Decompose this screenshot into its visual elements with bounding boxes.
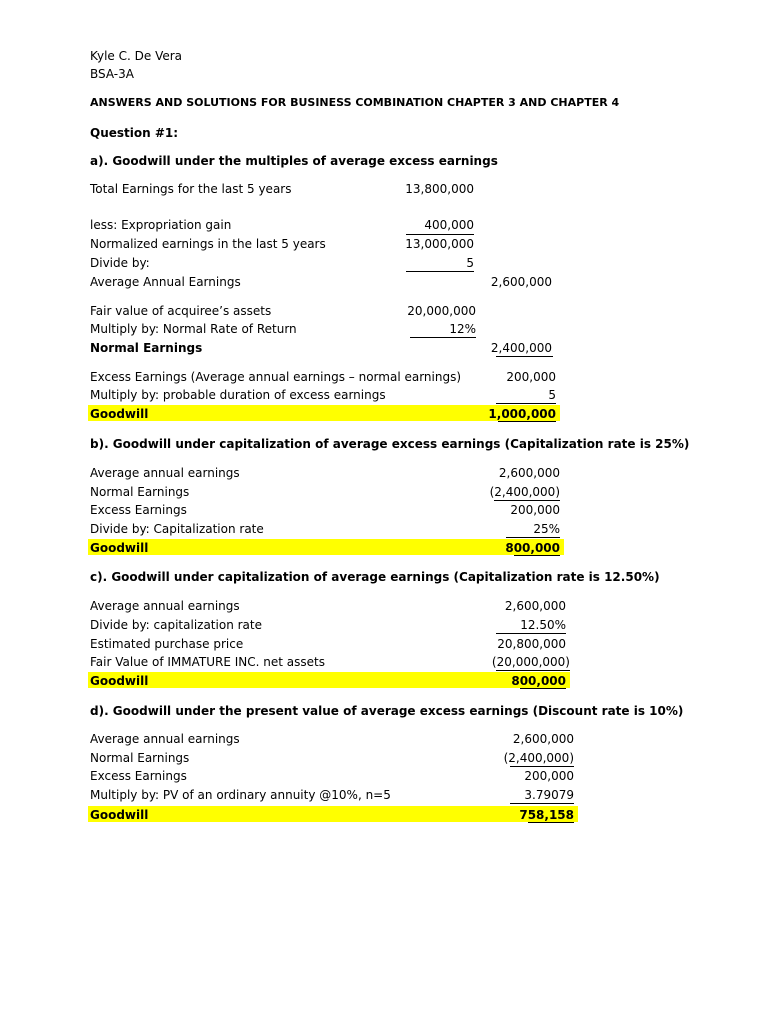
a-row-label: Average Annual Earnings: [90, 275, 241, 289]
c-row-label: Fair Value of IMMATURE INC. net assets: [90, 655, 325, 669]
d-row-label: Multiply by: PV of an ordinary annuity @10%, n=5: [90, 788, 391, 802]
a-row-mid-value: 20,000,000: [407, 304, 476, 318]
d-row-label: Excess Earnings: [90, 769, 187, 783]
b-row-value: 200,000: [510, 503, 560, 517]
author-section: BSA-3A: [90, 67, 134, 81]
goodwill-value: 1,000,000: [488, 407, 556, 421]
c-row-value: 20,800,000: [497, 637, 566, 651]
b-row-value: 25%: [533, 522, 560, 536]
a-row-mid-value: 5: [466, 256, 474, 270]
a-row-right-value: 2,400,000: [490, 341, 552, 355]
author-name: Kyle C. De Vera: [90, 49, 183, 63]
subtotal-underline: [406, 234, 474, 235]
a-row-mid-value: 13,000,000: [405, 237, 474, 251]
section-c-heading: c). Goodwill under capitalization of average earnings (Capitalization rate is 12.50%): [90, 570, 660, 584]
c-row-label: Divide by: capitalization rate: [90, 618, 262, 632]
d-row-value: 3.79079: [524, 788, 574, 802]
total-underline: [520, 688, 566, 689]
d-row-value: 200,000: [524, 769, 574, 783]
b-row-label: Excess Earnings: [90, 503, 187, 517]
goodwill-label: Goodwill: [90, 541, 149, 555]
b-row-value: 2,600,000: [498, 466, 560, 480]
c-row-label: Estimated purchase price: [90, 637, 244, 651]
subtotal-underline: [494, 500, 560, 501]
a-row-label: less: Expropriation gain: [90, 218, 232, 232]
subtotal-underline: [410, 337, 476, 338]
goodwill-label: Goodwill: [90, 407, 149, 421]
b-row-value: (2,400,000): [489, 485, 560, 499]
subtotal-underline: [406, 271, 474, 272]
c-row-value: 2,600,000: [504, 599, 566, 613]
section-a-heading: a). Goodwill under the multiples of average excess earnings: [90, 154, 498, 168]
document-title: ANSWERS AND SOLUTIONS FOR BUSINESS COMBINATION CHAPTER 3 AND CHAPTER 4: [90, 96, 620, 109]
total-underline: [498, 421, 556, 422]
total-underline: [514, 555, 560, 556]
a-row-right-value: 5: [548, 388, 556, 402]
goodwill-value: 800,000: [505, 541, 560, 555]
c-row-label: Average annual earnings: [90, 599, 240, 613]
a-row-right-value: 200,000: [506, 370, 556, 384]
subtotal-underline: [496, 356, 553, 357]
b-row-label: Average annual earnings: [90, 466, 240, 480]
d-row-label: Average annual earnings: [90, 732, 240, 746]
subtotal-underline: [510, 766, 574, 767]
goodwill-label: Goodwill: [90, 808, 149, 822]
b-row-label: Divide by: Capitalization rate: [90, 522, 264, 536]
d-row-value: 2,600,000: [512, 732, 574, 746]
a-row-label: Excess Earnings (Average annual earnings – normal earnings): [90, 370, 462, 384]
a-row-label: Divide by:: [90, 256, 150, 270]
a-row-mid-value: 13,800,000: [405, 182, 474, 196]
a-row-label: Fair value of acquiree’s assets: [90, 304, 272, 318]
goodwill-value: 758,158: [519, 808, 574, 822]
subtotal-underline: [496, 403, 556, 404]
a-row-label: Multiply by: probable duration of excess earnings: [90, 388, 386, 402]
a-row-mid-value: 12%: [449, 322, 476, 336]
d-row-label: Normal Earnings: [90, 751, 190, 765]
subtotal-underline: [510, 803, 574, 804]
a-row-right-value: 2,600,000: [490, 275, 552, 289]
question-label: Question #1:: [90, 126, 179, 140]
subtotal-underline: [506, 537, 560, 538]
a-row-label: Normalized earnings in the last 5 years: [90, 237, 326, 251]
subtotal-underline: [496, 670, 570, 671]
section-b-heading: b). Goodwill under capitalization of average excess earnings (Capitalization rate is 25%): [90, 437, 690, 451]
a-row-label: Total Earnings for the last 5 years: [90, 182, 292, 196]
c-row-value: (20,000,000): [491, 655, 570, 669]
d-row-value: (2,400,000): [503, 751, 574, 765]
total-underline: [528, 822, 574, 823]
a-row-mid-value: 400,000: [424, 218, 474, 232]
subtotal-underline: [496, 633, 566, 634]
b-row-label: Normal Earnings: [90, 485, 190, 499]
a-row-label: Multiply by: Normal Rate of Return: [90, 322, 297, 336]
goodwill-label: Goodwill: [90, 674, 149, 688]
a-row-label: Normal Earnings: [90, 341, 203, 355]
section-d-heading: d). Goodwill under the present value of average excess earnings (Discount rate is 10%): [90, 704, 684, 718]
c-row-value: 12.50%: [520, 618, 566, 632]
goodwill-value: 800,000: [511, 674, 566, 688]
